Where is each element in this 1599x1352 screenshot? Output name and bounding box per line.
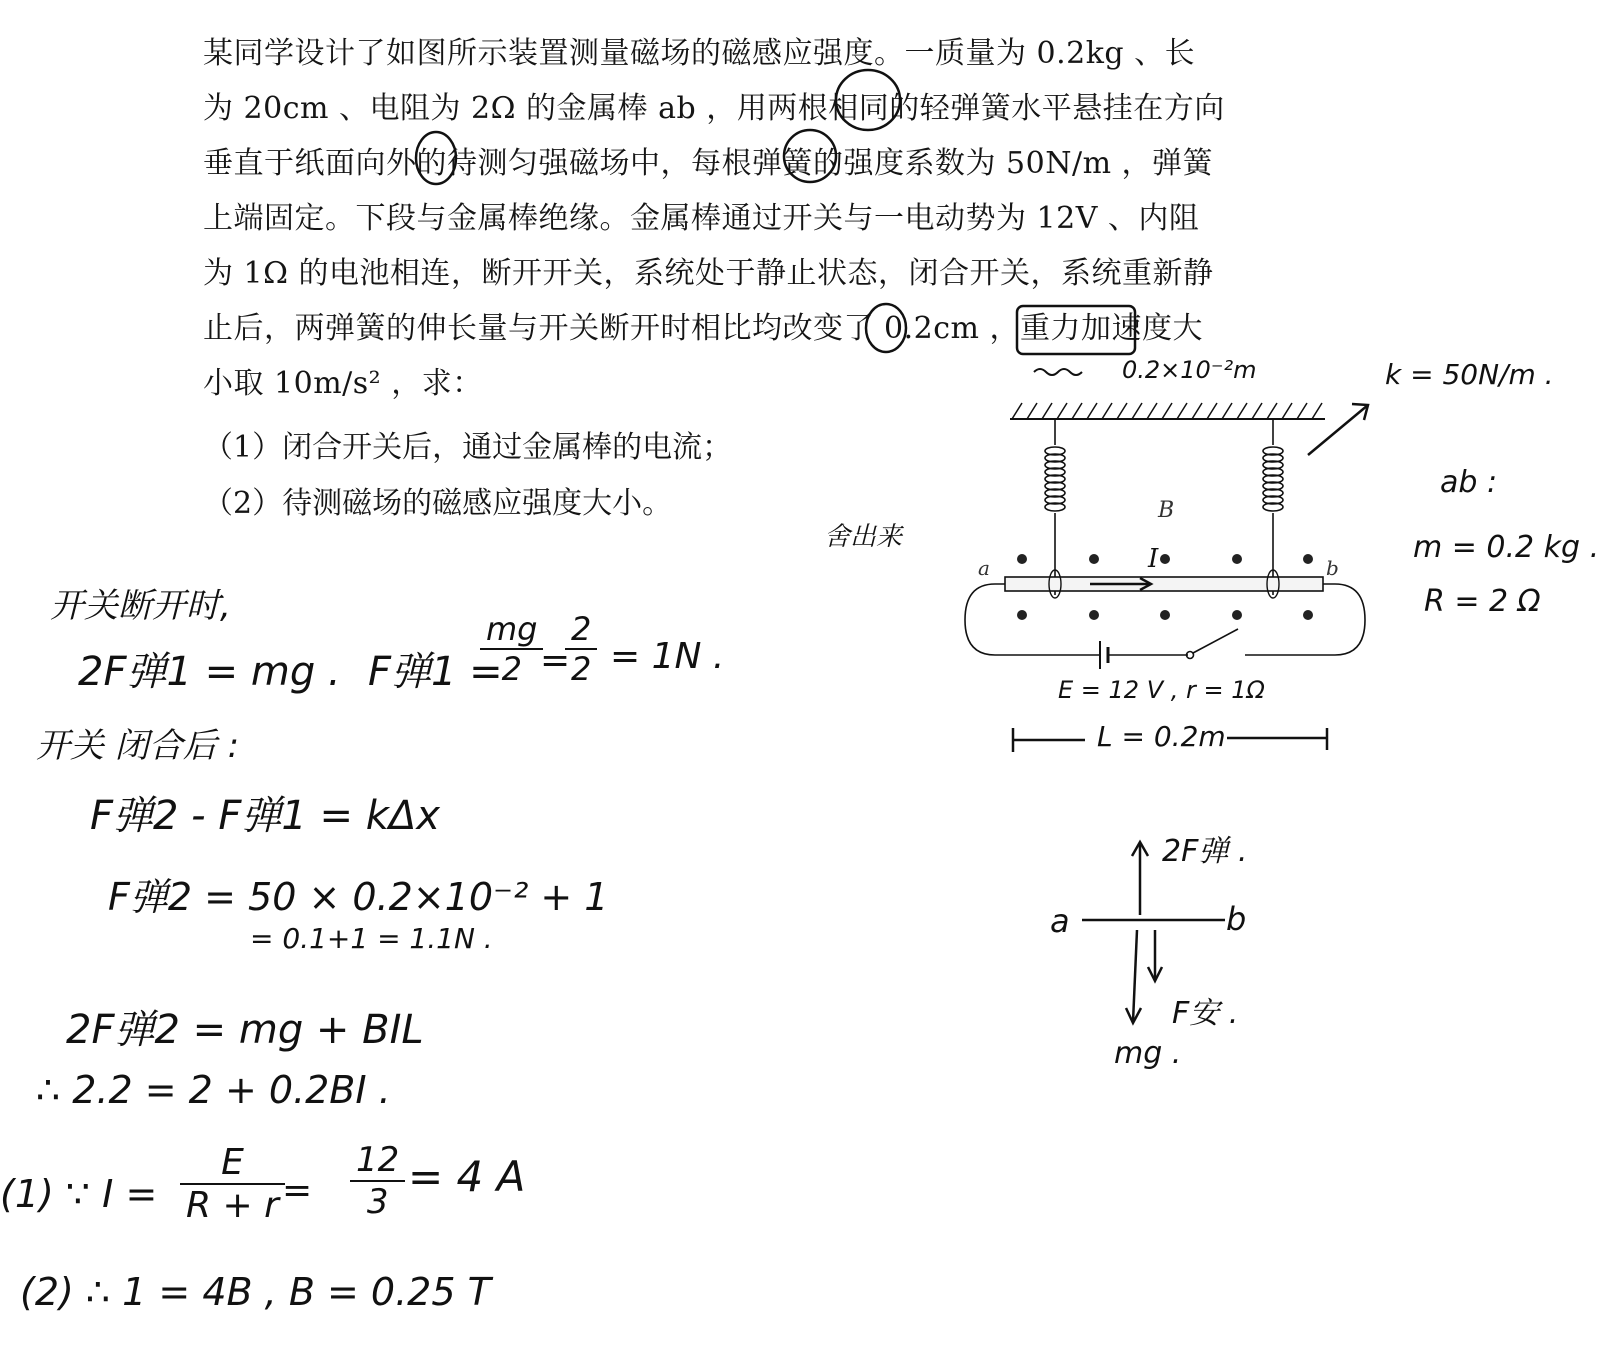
field-label: B [1158,498,1175,523]
k-note: k = 50N/m . [1385,358,1554,391]
problem-line: 为 20cm 、电阻为 2Ω 的金属棒 ab ，用两根相同的轻弹簧水平悬挂在方向 [203,91,1225,126]
problem-line: 某同学设计了如图所示装置测量磁场的磁感应强度。一质量为 0.2kg 、长 [203,36,1196,71]
ceiling-hatching [1012,403,1322,419]
problem-line: 上端固定。下段与金属棒绝缘。金属棒通过开关与一电动势为 12V 、内阻 [203,201,1200,236]
fraction-denominator: 3 [366,1182,389,1222]
fbd-end-b: b [1226,900,1247,938]
wire-left [965,584,1100,655]
solution-eq6-left: (1) ∵ I = [0,1172,158,1216]
solution-eq2: F弹2 - F弹1 = kΔx [90,793,440,839]
solution-closed-title: 开关 闭合后 : [36,726,240,766]
solution-eq4: 2F弹2 = mg + BIL [66,1007,424,1053]
rod-end-a: a [978,556,990,580]
fraction-12-over-3 [350,1140,405,1222]
fraction-denominator: R + r [186,1185,279,1226]
solution-eq1b-left: F弹1 = [368,649,503,695]
length-note: L = 0.2m [1097,720,1226,753]
fraction-denominator: 2 [501,650,522,688]
fraction-denominator: 2 [571,650,592,688]
mass-note: m = 0.2 kg . [1413,530,1599,565]
problem-line: 小取 10m/s² ，求： [203,366,483,401]
question-2: （2）待测磁场的磁感应强度大小。 [203,486,673,521]
solution-eq1: 2F弹1 = mg . [78,649,341,695]
fraction-2-over-2 [565,610,597,688]
fraction-E-over-R-plus-r [180,1142,285,1226]
solution-eq1b-eq: = [540,640,571,681]
solution-eq1b-result: = 1N . [610,636,725,677]
solution-eq5: ∴ 2.2 = 2 + 0.2BI . [36,1068,391,1112]
problem-line: 垂直于纸面向外的待测匀强磁场中，每根弹簧的强度系数为 50N/m ，弹簧 [203,146,1214,181]
circuit-figure [960,395,1380,695]
solution-eq7: (2) ∴ 1 = 4B , B = 0.25 T [20,1270,491,1314]
delta-x-note: 0.2×10⁻²m [1122,356,1257,384]
circle-mark [416,132,456,184]
fbd-mg-arrow [1133,930,1137,1022]
fbd-gravity: mg . [1114,1036,1182,1071]
ab-note: ab : [1440,465,1498,500]
length-dimension [1005,720,1340,760]
problem-line: 止后，两弹簧的伸长量与开关断开时相比均改变了 0.2cm ，重力加速度大 [203,311,1204,346]
fraction-mg-over-2 [480,610,543,688]
wave-underline [1034,369,1082,375]
battery-note: E = 12 V , r = 1Ω [1058,676,1265,704]
solution-eq6-eq: = [282,1170,313,1211]
scribble-note: 舍出来 [824,522,903,552]
fraction-numerator: mg [480,610,543,650]
box-mark [1017,306,1135,354]
current-label: I [1148,544,1159,574]
metal-rod [1005,577,1323,591]
resistance-note: R = 2 Ω [1424,584,1541,619]
switch-blade [1193,629,1238,653]
fraction-numerator: 2 [565,610,597,650]
solution-eq6-result: = 4 A [408,1152,526,1201]
right-spring [1263,419,1283,595]
solution-eq3: F弹2 = 50 × 0.2×10⁻² + 1 [108,875,609,919]
fraction-numerator: 12 [350,1140,405,1182]
fraction-numerator: E [180,1142,285,1185]
solution-eq3b: = 0.1+1 = 1.1N . [250,922,493,955]
fbd-ampere-force: F安 . [1172,996,1239,1031]
rod-end-b: b [1326,556,1339,580]
fbd-spring-force: 2F弹 . [1162,834,1248,869]
circle-mark [784,130,836,182]
circle-mark [866,304,906,352]
fbd-end-a: a [1050,902,1070,940]
question-1: （1）闭合开关后，通过金属棒的电流； [203,430,733,465]
circle-mark [836,70,900,130]
problem-line: 为 1Ω 的电池相连，断开开关，系统处于静止状态，闭合开关，系统重新静 [203,256,1214,291]
left-spring [1045,419,1065,595]
wire-right [1245,584,1365,655]
solution-open-title: 开关断开时, [50,586,231,626]
